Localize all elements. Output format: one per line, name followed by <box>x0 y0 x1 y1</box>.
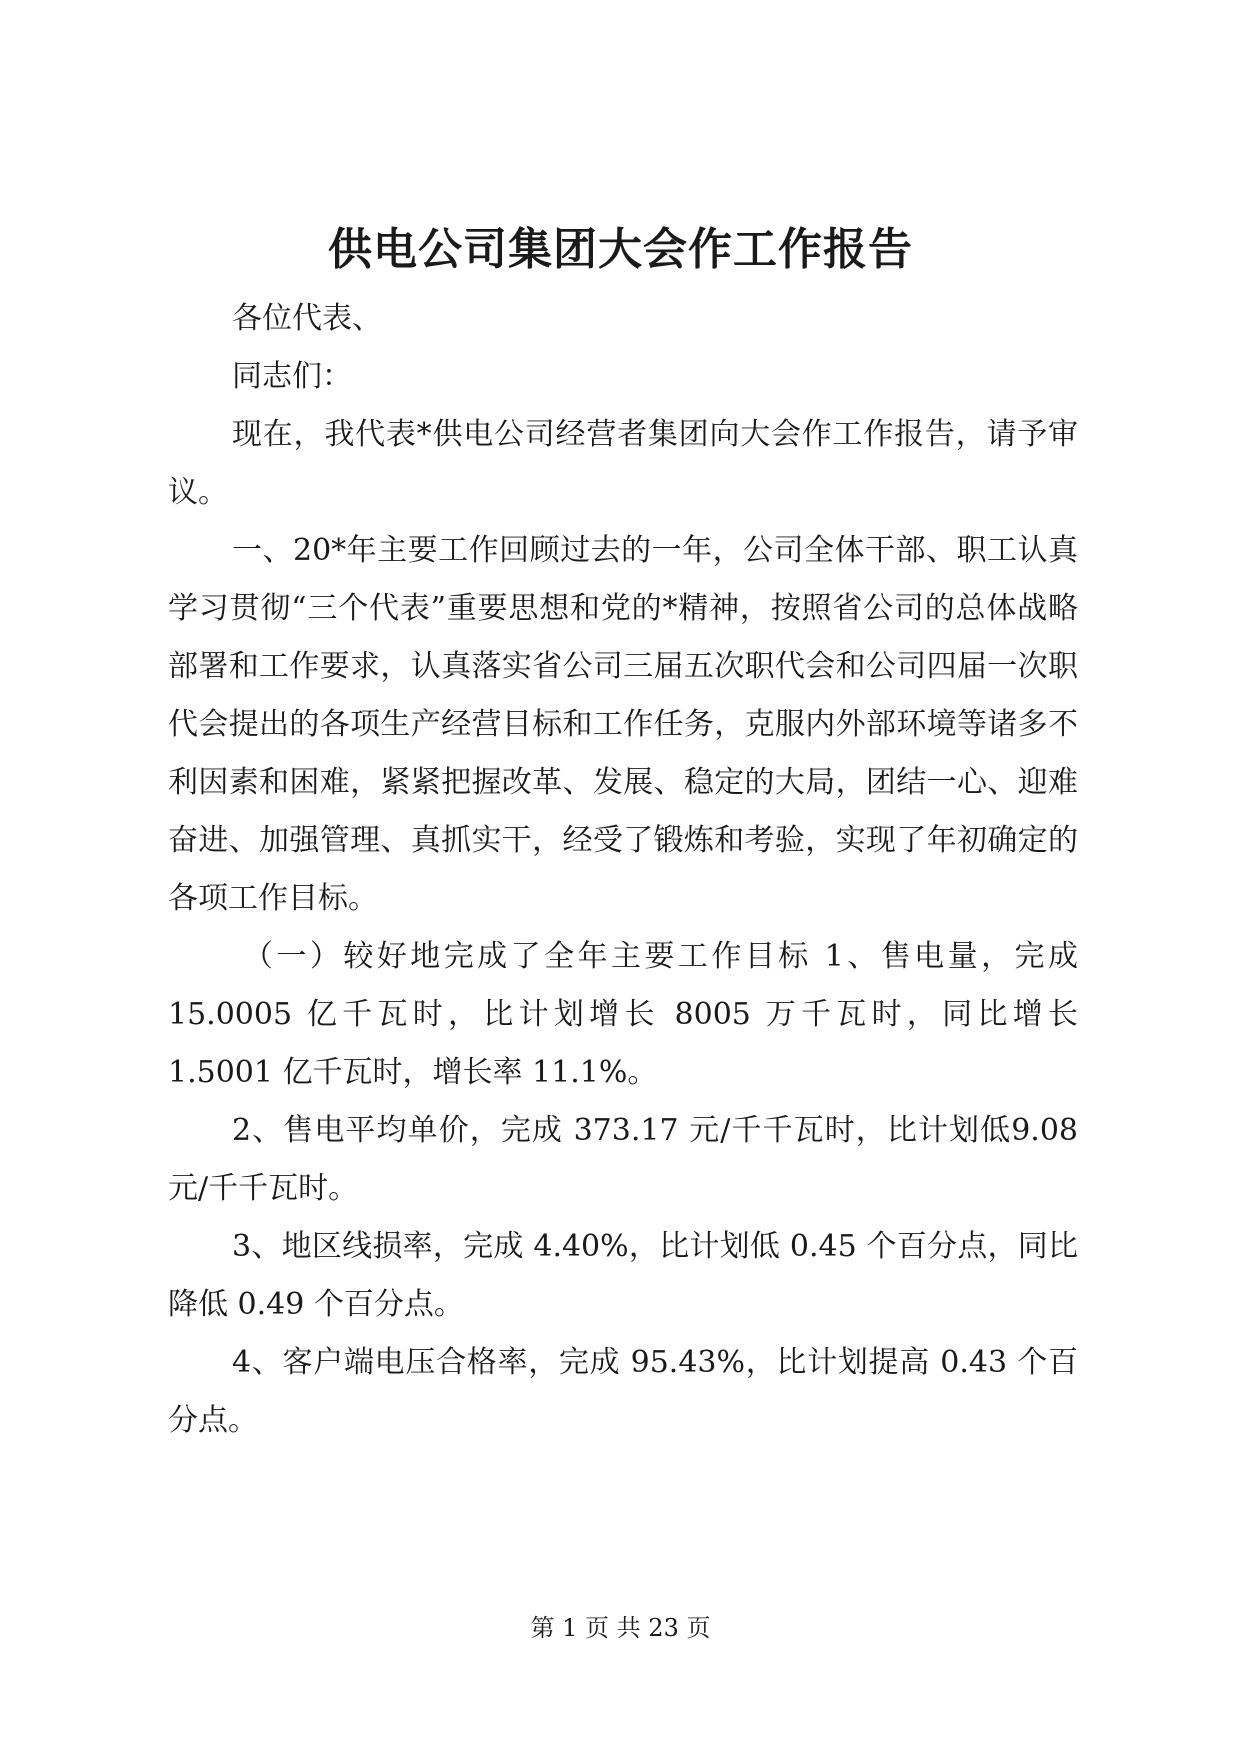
document-title: 供电公司集团大会作工作报告 <box>328 224 913 275</box>
page-footer: 第 1 页 共 23 页 <box>530 1614 711 1642</box>
paragraph-goals-3: 3、地区线损率，完成 4.40%，比计划低 0.45 个百分点，同比降低 0.49 个百分点。 <box>168 1229 1078 1322</box>
paragraph-goals-1: （一）较好地完成了全年主要工作目标 1、售电量，完成15.0005 亿千瓦时，比计划增长 8005 万千瓦时，同比增长 1.5001 亿千瓦时，增长率 11.1%。 <box>168 939 1078 1090</box>
paragraph-intro: 现在，我代表*供电公司经营者集团向大会作工作报告，请予审议。 <box>168 417 1078 510</box>
paragraph-review: 一、20*年主要工作回顾过去的一年，公司全体干部、职工认真学习贯彻“三个代表”重要思想和党的*精神，按照省公司的总体战略部署和工作要求，认真落实省公司三届五次职代会和公司四届一次职代会提出的各项生产经营目标和工作任务，克服内外部环境等诸多不利因素和困难，紧紧把握改革、发展、稳定的大局，团结一心、迎难奋进、加强管理、真抓实干，经受了锻炼和考验，实现了年初确定的各项工作目标。 <box>168 533 1078 916</box>
paragraph-salutation-1: 各位代表、 <box>232 301 382 336</box>
paragraph-goals-4: 4、客户端电压合格率，完成 95.43%，比计划提高 0.43 个百分点。 <box>168 1345 1078 1438</box>
paragraph-goals-2: 2、售电平均单价，完成 373.17 元/千千瓦时，比计划低9.08 元/千千瓦时。 <box>168 1113 1078 1206</box>
paragraph-salutation-2: 同志们： <box>232 359 352 394</box>
document-body <box>168 290 1078 1450</box>
